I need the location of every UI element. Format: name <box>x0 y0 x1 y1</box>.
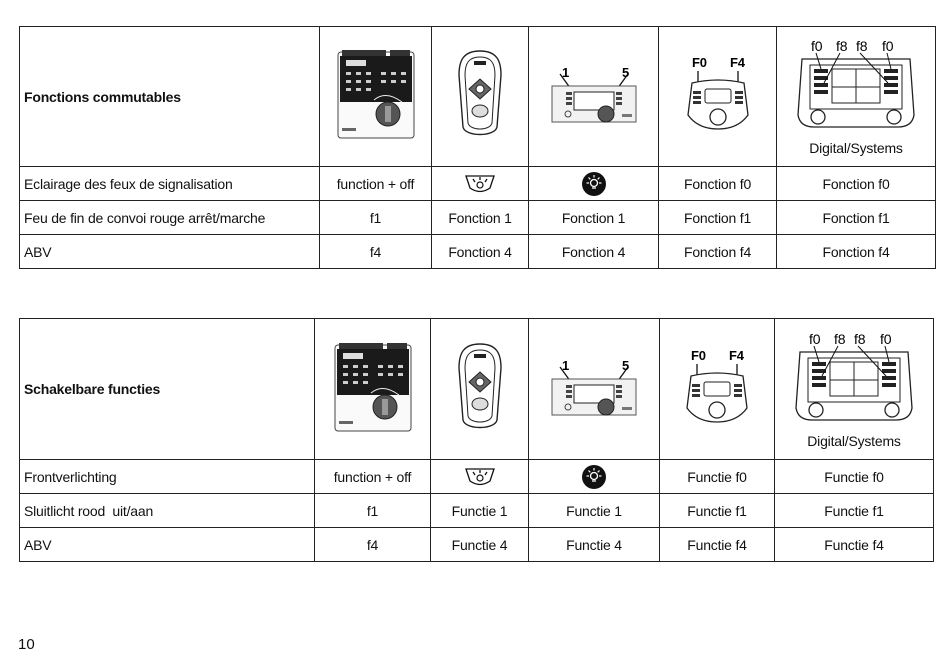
light-bulb-icon <box>581 171 607 197</box>
central-station-cell <box>777 27 936 167</box>
cell-central-station: Fonction f0 <box>777 167 936 201</box>
cs-caption: Digital/Systems <box>809 140 903 156</box>
cell-control-80f: Functie f0 <box>660 460 775 494</box>
table-header-row <box>20 27 936 167</box>
cell-control-80f: Functie f4 <box>660 528 775 562</box>
central-station-device-icon <box>792 330 916 426</box>
light-button-icon <box>463 173 497 195</box>
cell-control-unit: f4 <box>320 235 432 269</box>
table-row <box>20 460 934 494</box>
cs-label-f0-b: f0 <box>882 38 894 54</box>
cell-mobile-station: Functie 4 <box>529 528 660 562</box>
cs-label-f0-a: f0 <box>811 38 823 54</box>
cell-control-80f: Functie f1 <box>660 494 775 528</box>
mobile-handheld-cell <box>432 27 529 167</box>
control-unit-cell <box>320 27 432 167</box>
handheld-remote-icon <box>457 49 503 141</box>
table-title: Schakelbare functies <box>20 319 315 460</box>
table-row <box>20 235 936 269</box>
table-row <box>20 494 934 528</box>
table-row <box>20 167 936 201</box>
cell-control-unit: function + off <box>320 167 432 201</box>
cs-label-f8-b: f8 <box>856 38 868 54</box>
functions-table-fr <box>19 26 936 269</box>
control-80f-label-left: F0 <box>691 55 707 70</box>
cs-label-f0-b: f0 <box>880 330 892 347</box>
control-80f-device-icon <box>678 53 758 137</box>
cell-control-unit: function + off <box>315 460 431 494</box>
table-header-row <box>20 319 934 460</box>
cs-label-f8-a: f8 <box>834 330 846 347</box>
control-unit-cell <box>315 319 431 460</box>
mobile-station-cell <box>529 319 660 460</box>
cell-control-80f: Fonction f0 <box>659 167 777 201</box>
central-station-cell <box>775 319 934 460</box>
row-label: Sluitlicht rood uit/aan <box>20 494 315 528</box>
mobile-station-label-left: 1 <box>562 357 570 373</box>
cell-handheld: Fonction 1 <box>432 201 529 235</box>
cell-handheld: Functie 4 <box>431 528 529 562</box>
mobile-station-label-right: 5 <box>621 65 629 80</box>
cell-control-80f: Fonction f1 <box>659 201 777 235</box>
cell-handheld: Functie 1 <box>431 494 529 528</box>
cell-central-station: Functie f4 <box>775 528 934 562</box>
light-bulb-icon <box>581 464 607 490</box>
control-80f-cell <box>659 27 777 167</box>
mobile-station-device-icon <box>548 62 640 128</box>
mobile-station-cell <box>529 27 659 167</box>
row-label: ABV <box>20 528 315 562</box>
row-label: ABV <box>20 235 320 269</box>
control-unit-device-icon <box>336 50 416 140</box>
control-unit-device-icon <box>333 343 413 433</box>
light-button-icon <box>463 466 497 488</box>
table-row <box>20 201 936 235</box>
cell-mobile-station <box>529 460 660 494</box>
mobile-station-label-left: 1 <box>561 65 569 80</box>
cell-mobile-station: Fonction 4 <box>529 235 659 269</box>
cell-central-station: Fonction f4 <box>777 235 936 269</box>
cell-control-80f: Fonction f4 <box>659 235 777 269</box>
cs-label-f0-a: f0 <box>809 330 821 347</box>
table-row <box>20 528 934 562</box>
cell-central-station: Functie f1 <box>775 494 934 528</box>
cell-mobile-station: Fonction 1 <box>529 201 659 235</box>
handheld-remote-icon <box>457 342 503 434</box>
cell-control-unit: f4 <box>315 528 431 562</box>
cell-control-unit: f1 <box>315 494 431 528</box>
control-80f-label-left: F0 <box>691 347 706 363</box>
row-label: Eclairage des feux de signalisation <box>20 167 320 201</box>
cs-caption: Digital/Systems <box>807 432 901 449</box>
functions-table-nl <box>19 318 934 562</box>
mobile-station-label-right: 5 <box>622 357 630 373</box>
control-80f-cell <box>660 319 775 460</box>
cs-label-f8-b: f8 <box>854 330 866 347</box>
cell-central-station: Functie f0 <box>775 460 934 494</box>
mobile-station-device-icon <box>548 355 640 421</box>
control-80f-label-right: F4 <box>729 55 745 70</box>
central-station-device-icon <box>794 37 918 133</box>
cell-control-unit: f1 <box>320 201 432 235</box>
cell-handheld <box>431 460 529 494</box>
mobile-handheld-cell <box>431 319 529 460</box>
table-title: Fonctions commutables <box>20 27 320 167</box>
cs-label-f8-a: f8 <box>836 38 848 54</box>
cell-mobile-station: Functie 1 <box>529 494 660 528</box>
page-number: 10 <box>18 636 35 653</box>
row-label: Feu de fin de convoi rouge arrêt/marche <box>20 201 320 235</box>
cell-mobile-station <box>529 167 659 201</box>
control-80f-device-icon <box>677 346 757 430</box>
cell-handheld: Fonction 4 <box>432 235 529 269</box>
cell-handheld <box>432 167 529 201</box>
cell-central-station: Fonction f1 <box>777 201 936 235</box>
row-label: Frontverlichting <box>20 460 315 494</box>
control-80f-label-right: F4 <box>729 347 744 363</box>
